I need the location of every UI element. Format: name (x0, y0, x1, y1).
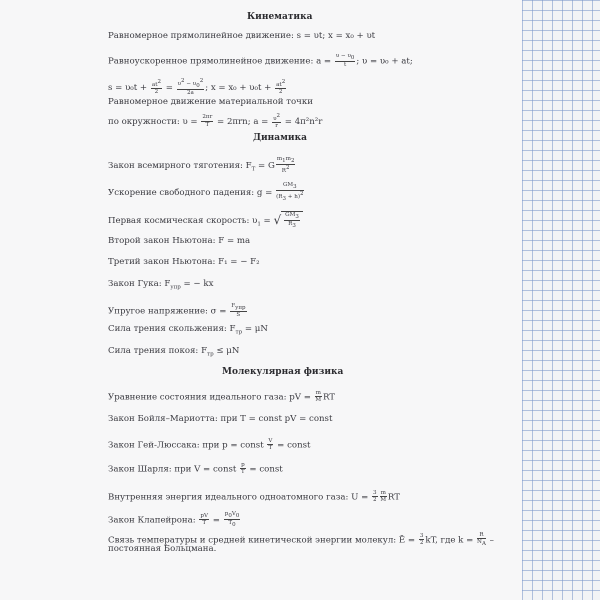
formula-gay-lussac: Закон Гей-Люссака: при p = const $\frac{V}{T}$ = const (108, 438, 311, 452)
formula-boyle-mariotte: Закон Бойля–Мариотта: при T = const pV = const (108, 414, 333, 424)
formula-circular-motion: по окружности: υ = $\frac{2\pi r}{T}$ = 2πrn; a = $\frac{\upsilon^2}{r}$ = 4π²n²r (108, 113, 323, 130)
formula-kinetic-energy: Связь температуры и средней кинетической энергии молекул: Ē = $\frac{3}{2}$ kT, где k = $\frac{R}{N_A}$ – (108, 532, 494, 548)
formula-displacement: s = υ₀t + $\frac{at^2}{2}$ = $\frac{\upsilon^2 - \upsilon_0^2}{2a}$ ; x = x₀ + υ₀t + $\frac{at^2}{2}$ (108, 78, 286, 97)
formula-uniform-motion: Равномерное прямолинейное движение: s = υt; x = x₀ + υt (108, 31, 376, 41)
section-heading-dynamics: Динамика (253, 133, 307, 143)
formula-circular-title: Равномерное движение материальной точки (108, 97, 313, 107)
formula-static-friction: Сила трения покоя: $F_{тр} \le \mu N$ (108, 346, 240, 358)
section-heading-molecular: Молекулярная физика (222, 367, 344, 377)
formula-ideal-gas: Уравнение состояния идеального газа: pV = $\frac{m}{M}$ RT (108, 390, 336, 404)
formula-internal-energy: Внутренняя энергия идеального одноатомного газа: U = $\frac{3}{2}$ $\frac{m}{M}$ RT (108, 490, 400, 504)
formula-accelerated-motion: Равноускоренное прямолинейное движение: a = $\frac{\upsilon - \upsilon_0}{t}$ ; υ = υ₀ + at; (108, 53, 413, 69)
formula-clapeyron: Закон Клапейрона: $\frac{pV}{T}$ = $\frac{p_0V_0}{T_0}$ (108, 511, 240, 529)
formula-newton-third: Третий закон Ньютона: F₁ = − F₂ (108, 257, 260, 267)
grid-notebook-page (522, 0, 600, 600)
formula-free-fall: Ускорение свободного падения: g = $\frac{GM_3}{(R_3 + h)^2}$ (108, 182, 304, 203)
formula-boltzmann-note: постоянная Больцмана. (108, 544, 217, 554)
section-heading-kinematics: Кинематика (247, 12, 313, 22)
formula-stress: Упругое напряжение: σ = $F_{упр}$ S (108, 303, 246, 319)
formula-newton-second: Второй закон Ньютона: F = ma (108, 236, 251, 246)
formula-gravitation: Закон всемирного тяготения: $F_T = G$ $\frac{m_1m_2}{R^2}$ (108, 156, 295, 175)
formula-cosmic-speed: Первая космическая скорость: $\upsilon_1$ = √ $\frac{GM_3}{R_3}$ (108, 211, 303, 230)
formula-sliding-friction: Сила трения скольжения: $F_{тр} = \mu N$ (108, 324, 268, 336)
formula-hooke: Закон Гука: $F_{упр}$ = − kx (108, 279, 214, 291)
formula-charles: Закон Шарля: при V = const $\frac{p}{T}$ = const (108, 462, 283, 476)
